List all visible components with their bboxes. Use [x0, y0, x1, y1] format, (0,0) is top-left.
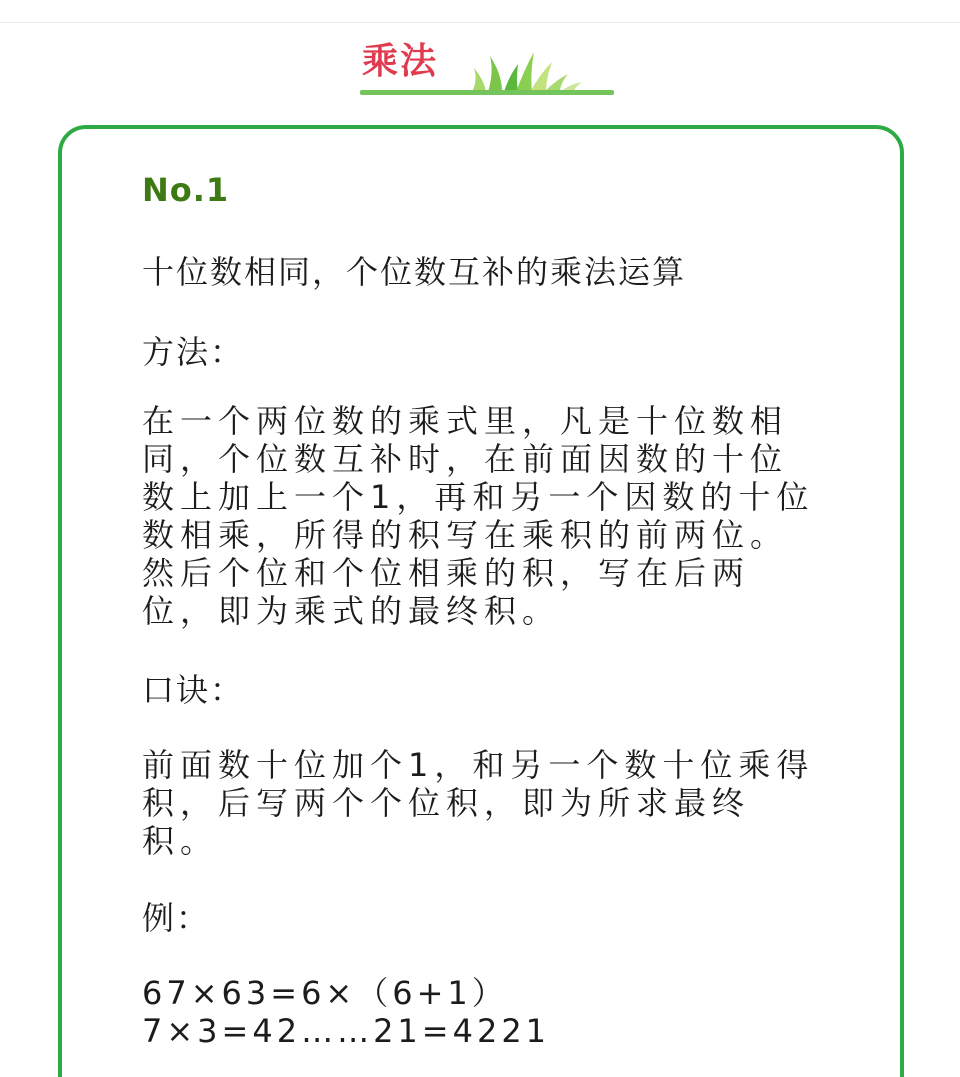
section-subtitle: 十位数相同，个位数互补的乘法运算 [142, 253, 687, 291]
section-number: No.1 [142, 171, 230, 209]
mnemonic-label: 口诀： [142, 671, 245, 709]
example-label: 例： [142, 899, 211, 937]
header-underline [360, 90, 614, 95]
method-text: 在一个两位数的乘式里，凡是十位数相同，个位数互补时，在前面因数的十位数上加上一个1，再和另一个因数的十位数相乘，所得的积写在乘积的前两位。然后个位和个位相乘的积，写在后两位，即为乘式的最终积。 [142, 402, 815, 630]
example-text: 67×63=6×（6+1） 7×3=42……21=4221 [142, 974, 622, 1050]
mnemonic-text: 前面数十位加个1，和另一个数十位乘得积，后写两个个位积，即为所求最终积。 [142, 746, 815, 860]
top-divider [0, 22, 960, 23]
method-label: 方法： [142, 333, 245, 371]
header-title: 乘法 [362, 41, 439, 82]
section-header [360, 36, 614, 98]
